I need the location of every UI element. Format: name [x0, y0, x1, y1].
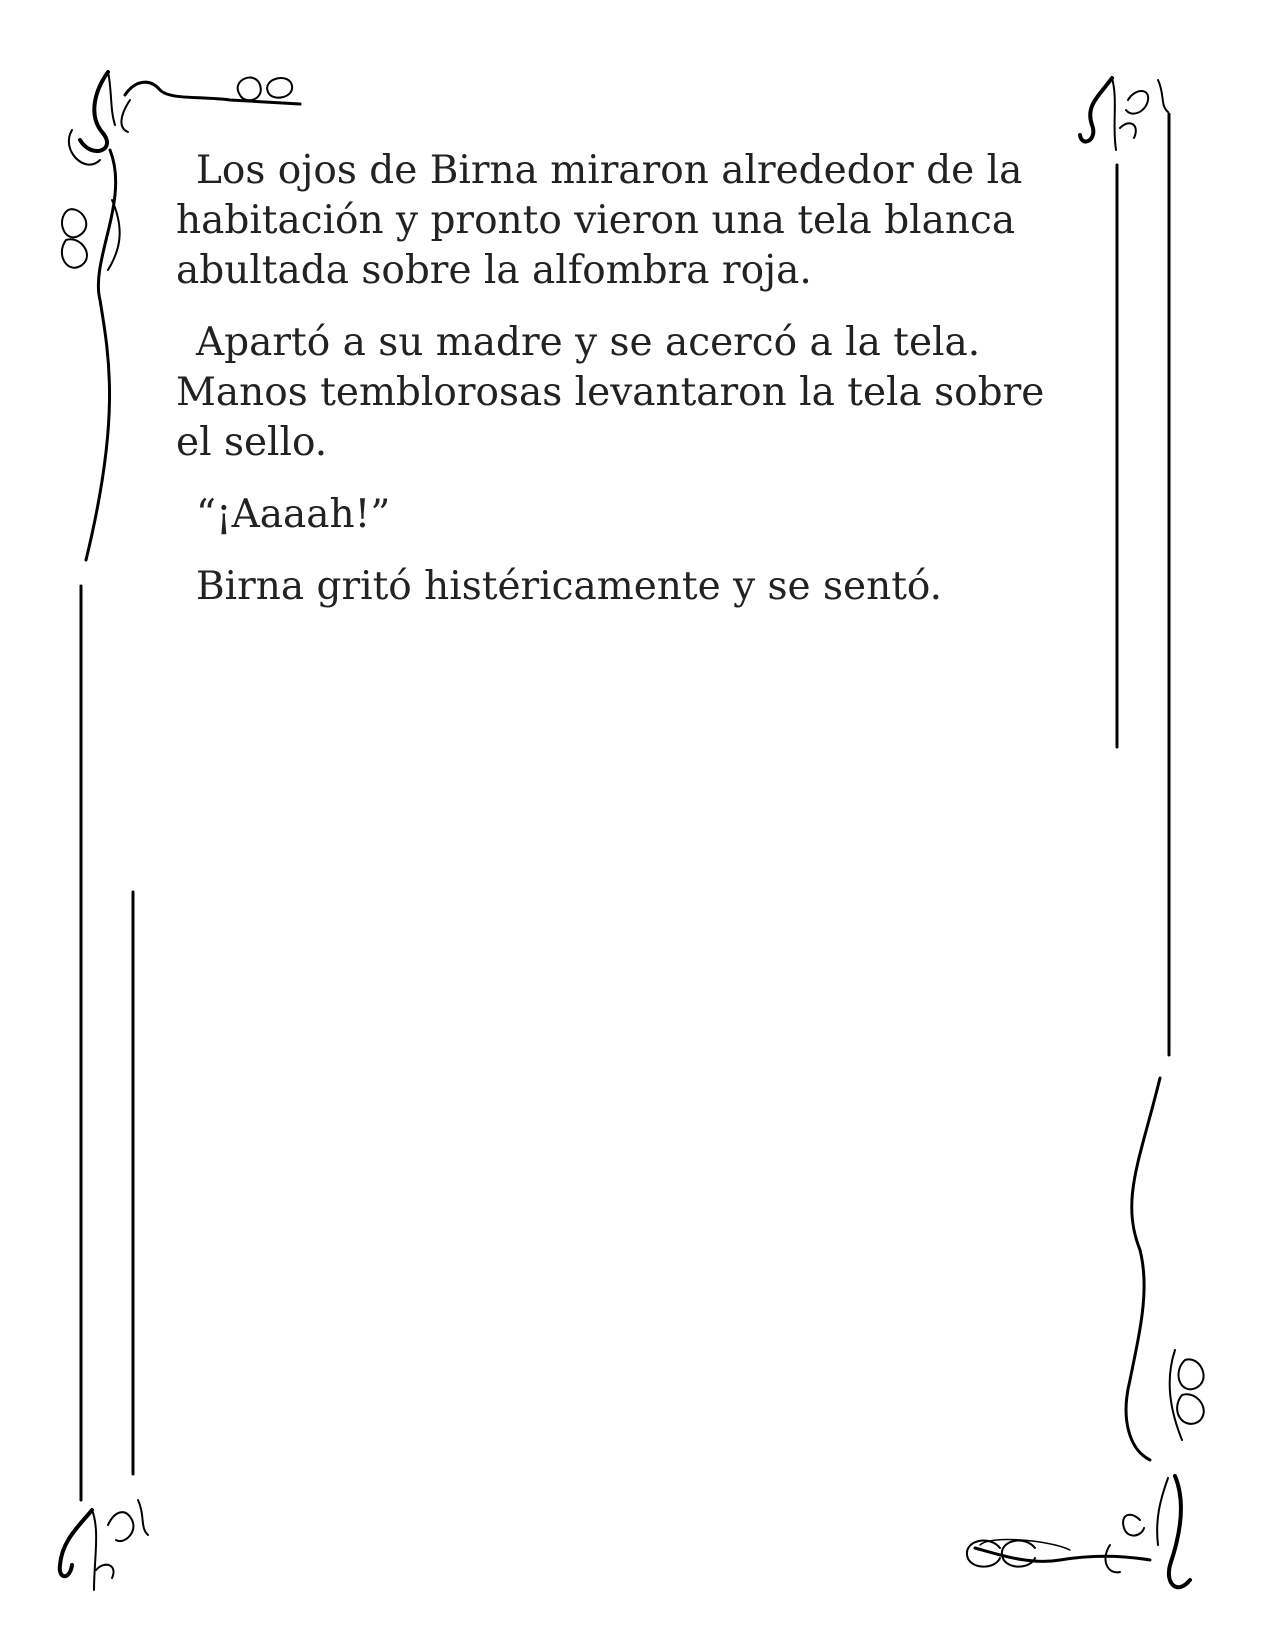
paragraph-1: Los ojos de Birna miraron alrededor de la habitación y pronto vieron una tela blanca abultada sobre la alfombra roja.: [176, 148, 1023, 293]
paragraph-4: Birna gritó histéricamente y se sentó.: [196, 564, 943, 609]
bottom-left-flourish-icon: [60, 1500, 148, 1590]
top-right-flourish-icon: [1080, 78, 1168, 150]
paragraph-2: Apartó a su madre y se acercó a la tela. Manos temblorosas levantaron la tela sobre el sello.: [176, 320, 1045, 465]
bottom-right-flourish-icon: [967, 1078, 1204, 1587]
story-text: [176, 146, 1076, 634]
paragraph-3: “¡Aaaah!”: [196, 492, 391, 537]
